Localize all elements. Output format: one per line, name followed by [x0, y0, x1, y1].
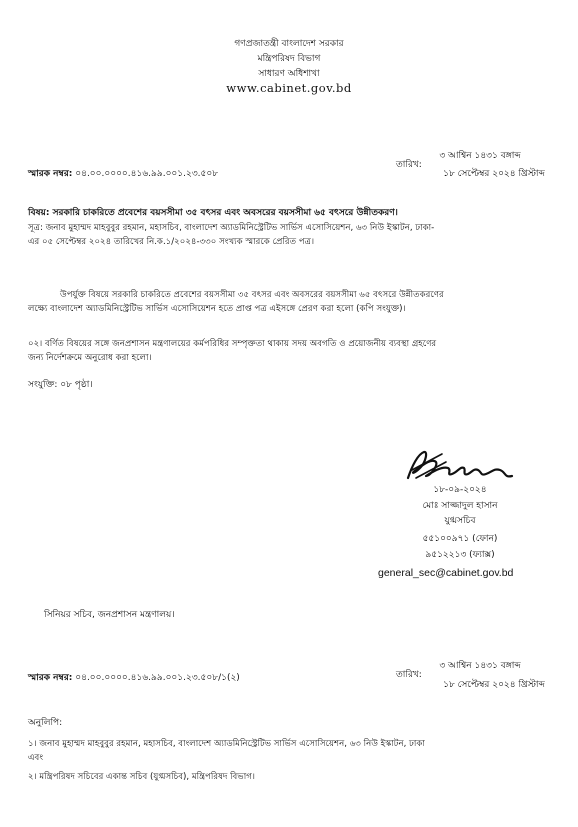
memo1-date-label: তারিখ:	[396, 160, 422, 170]
copies-label: অনুলিপি:	[28, 718, 63, 728]
memo2-ref-number: ০৪.০০.০০০০.৪১৬.৯৯.০০১.২৩.৫০৮/১(২)	[75, 673, 240, 683]
signatory-name: মোঃ সাজ্জাদুল হাসান	[422, 501, 498, 511]
memo2-date-gregorian: ১৮ সেপ্টেম্বর ২০২৪ খ্রিস্টাব্দ	[443, 680, 545, 690]
signatory-email: general_sec@cabinet.gov.bd	[378, 567, 514, 579]
para2-line-1: ০২। বর্ণিত বিষয়ের সঙ্গে জনপ্রশাসন মন্ত্রণালয়ের কর্মপরিধির সম্পৃক্ততা থাকায় সদয় অবগতি ও প্রয়োজনীয় ব্যবস্থা গ্রহণের	[28, 339, 437, 349]
header-govt: গণপ্রজাতন্ত্রী বাংলাদেশ সরকার	[234, 39, 344, 49]
signature-image	[402, 448, 520, 484]
subject-text: সরকারি চাকরিতে প্রবেশের বয়সসীমা ৩৫ বৎসর এবং অবসরের বয়সসীমা ৬৫ বৎসরে উন্নীতকরণ।	[52, 208, 398, 218]
signatory-designation: যুগ্মসচিব	[444, 516, 476, 526]
memo1-reference	[28, 169, 218, 180]
para1-line-2: লক্ষ্যে বাংলাদেশ অ্যাডমিনিস্ট্রেটিভ সার্ভিস এসোসিয়েশন হতে প্রাপ্ত পত্র এইসঙ্গে প্রেরণ করা হলো (কপি সংযুক্ত)।	[28, 304, 406, 314]
memo1-date-gregorian: ১৮ সেপ্টেম্বর ২০২৪ খ্রিস্টাব্দ	[443, 169, 545, 179]
memo2-date-bangla: ৩ আশ্বিন ১৪৩১ বঙ্গাব্দ	[439, 661, 521, 671]
signatory-fax: ৯৫১২২১৩ (ফ্যাক্স)	[425, 550, 495, 560]
para1-line-1: উপর্যুক্ত বিষয়ে সরকারি চাকরিতে প্রবেশের বয়সসীমা ৩৫ বৎসর এবং অবসরের বয়সসীমা ৬৫ বৎসরে উন্নীতকরণের	[60, 290, 444, 300]
memo1-ref-label: স্মারক নম্বর:	[28, 169, 73, 179]
attachment: সংযুক্তি: ০৮ পৃষ্ঠা।	[28, 380, 93, 390]
copy-item-2: ২। মন্ত্রিপরিষদ সচিবের একান্ত সচিব (যুগ্মসচিব), মন্ত্রিপরিষদ বিভাগ।	[28, 772, 255, 782]
memo2-reference	[28, 673, 240, 684]
copy-item-1-cont: এবং	[28, 753, 44, 763]
recipient: সিনিয়র সচিব, জনপ্রশাসন মন্ত্রণালয়।	[44, 610, 175, 620]
para2-line-2: জন্য নির্দেশক্রমে অনুরোধ করা হলো।	[28, 353, 152, 363]
source-line-1: সূত্র: জনাব মুহাম্মদ মাহবুবুর রহমান, মহাসচিব, বাংলাদেশ অ্যাডমিনিস্ট্রেটিভ সার্ভিস এসোসিয়েশন, ৬৩ নিউ ইস্কাটন, ঢাকা-	[28, 223, 435, 233]
memo1-ref-number: ০৪.০০.০০০০.৪১৬.৯৯.০০১.২৩.৫০৮	[75, 169, 219, 179]
memo2-ref-label: স্মারক নম্বর:	[28, 673, 73, 683]
header-division: মন্ত্রিপরিষদ বিভাগ	[257, 54, 321, 64]
header-branch: সাধারণ অধিশাখা	[258, 69, 320, 79]
signatory-phone: ৫৫১০০৯৭১ (ফোন)	[422, 534, 498, 544]
subject	[28, 208, 398, 219]
signature-date: ১৮-০৯-২০২৪	[433, 485, 487, 495]
memo1-date-bangla: ৩ আশ্বিন ১৪৩১ বঙ্গাব্দ	[439, 151, 521, 161]
subject-label: বিষয়:	[28, 208, 50, 218]
memo2-date-label: তারিখ:	[396, 670, 422, 680]
source-line-2: এর ০৫ সেপ্টেম্বর ২০২৪ তারিখের নি.ক.১/২০২৪-৩৩০ সংখ্যক স্মারকে প্রেরিত পত্র।	[28, 237, 315, 247]
header-website: www.cabinet.gov.bd	[226, 81, 352, 95]
copy-item-1: ১। জনাব মুহাম্মদ মাহবুবুর রহমান, মহাসচিব, বাংলাদেশ অ্যাডমিনিস্ট্রেটিভ সার্ভিস এসোসিয়েশন, ৬৩ নিউ ইস্কাটন, ঢাকা	[28, 739, 425, 749]
